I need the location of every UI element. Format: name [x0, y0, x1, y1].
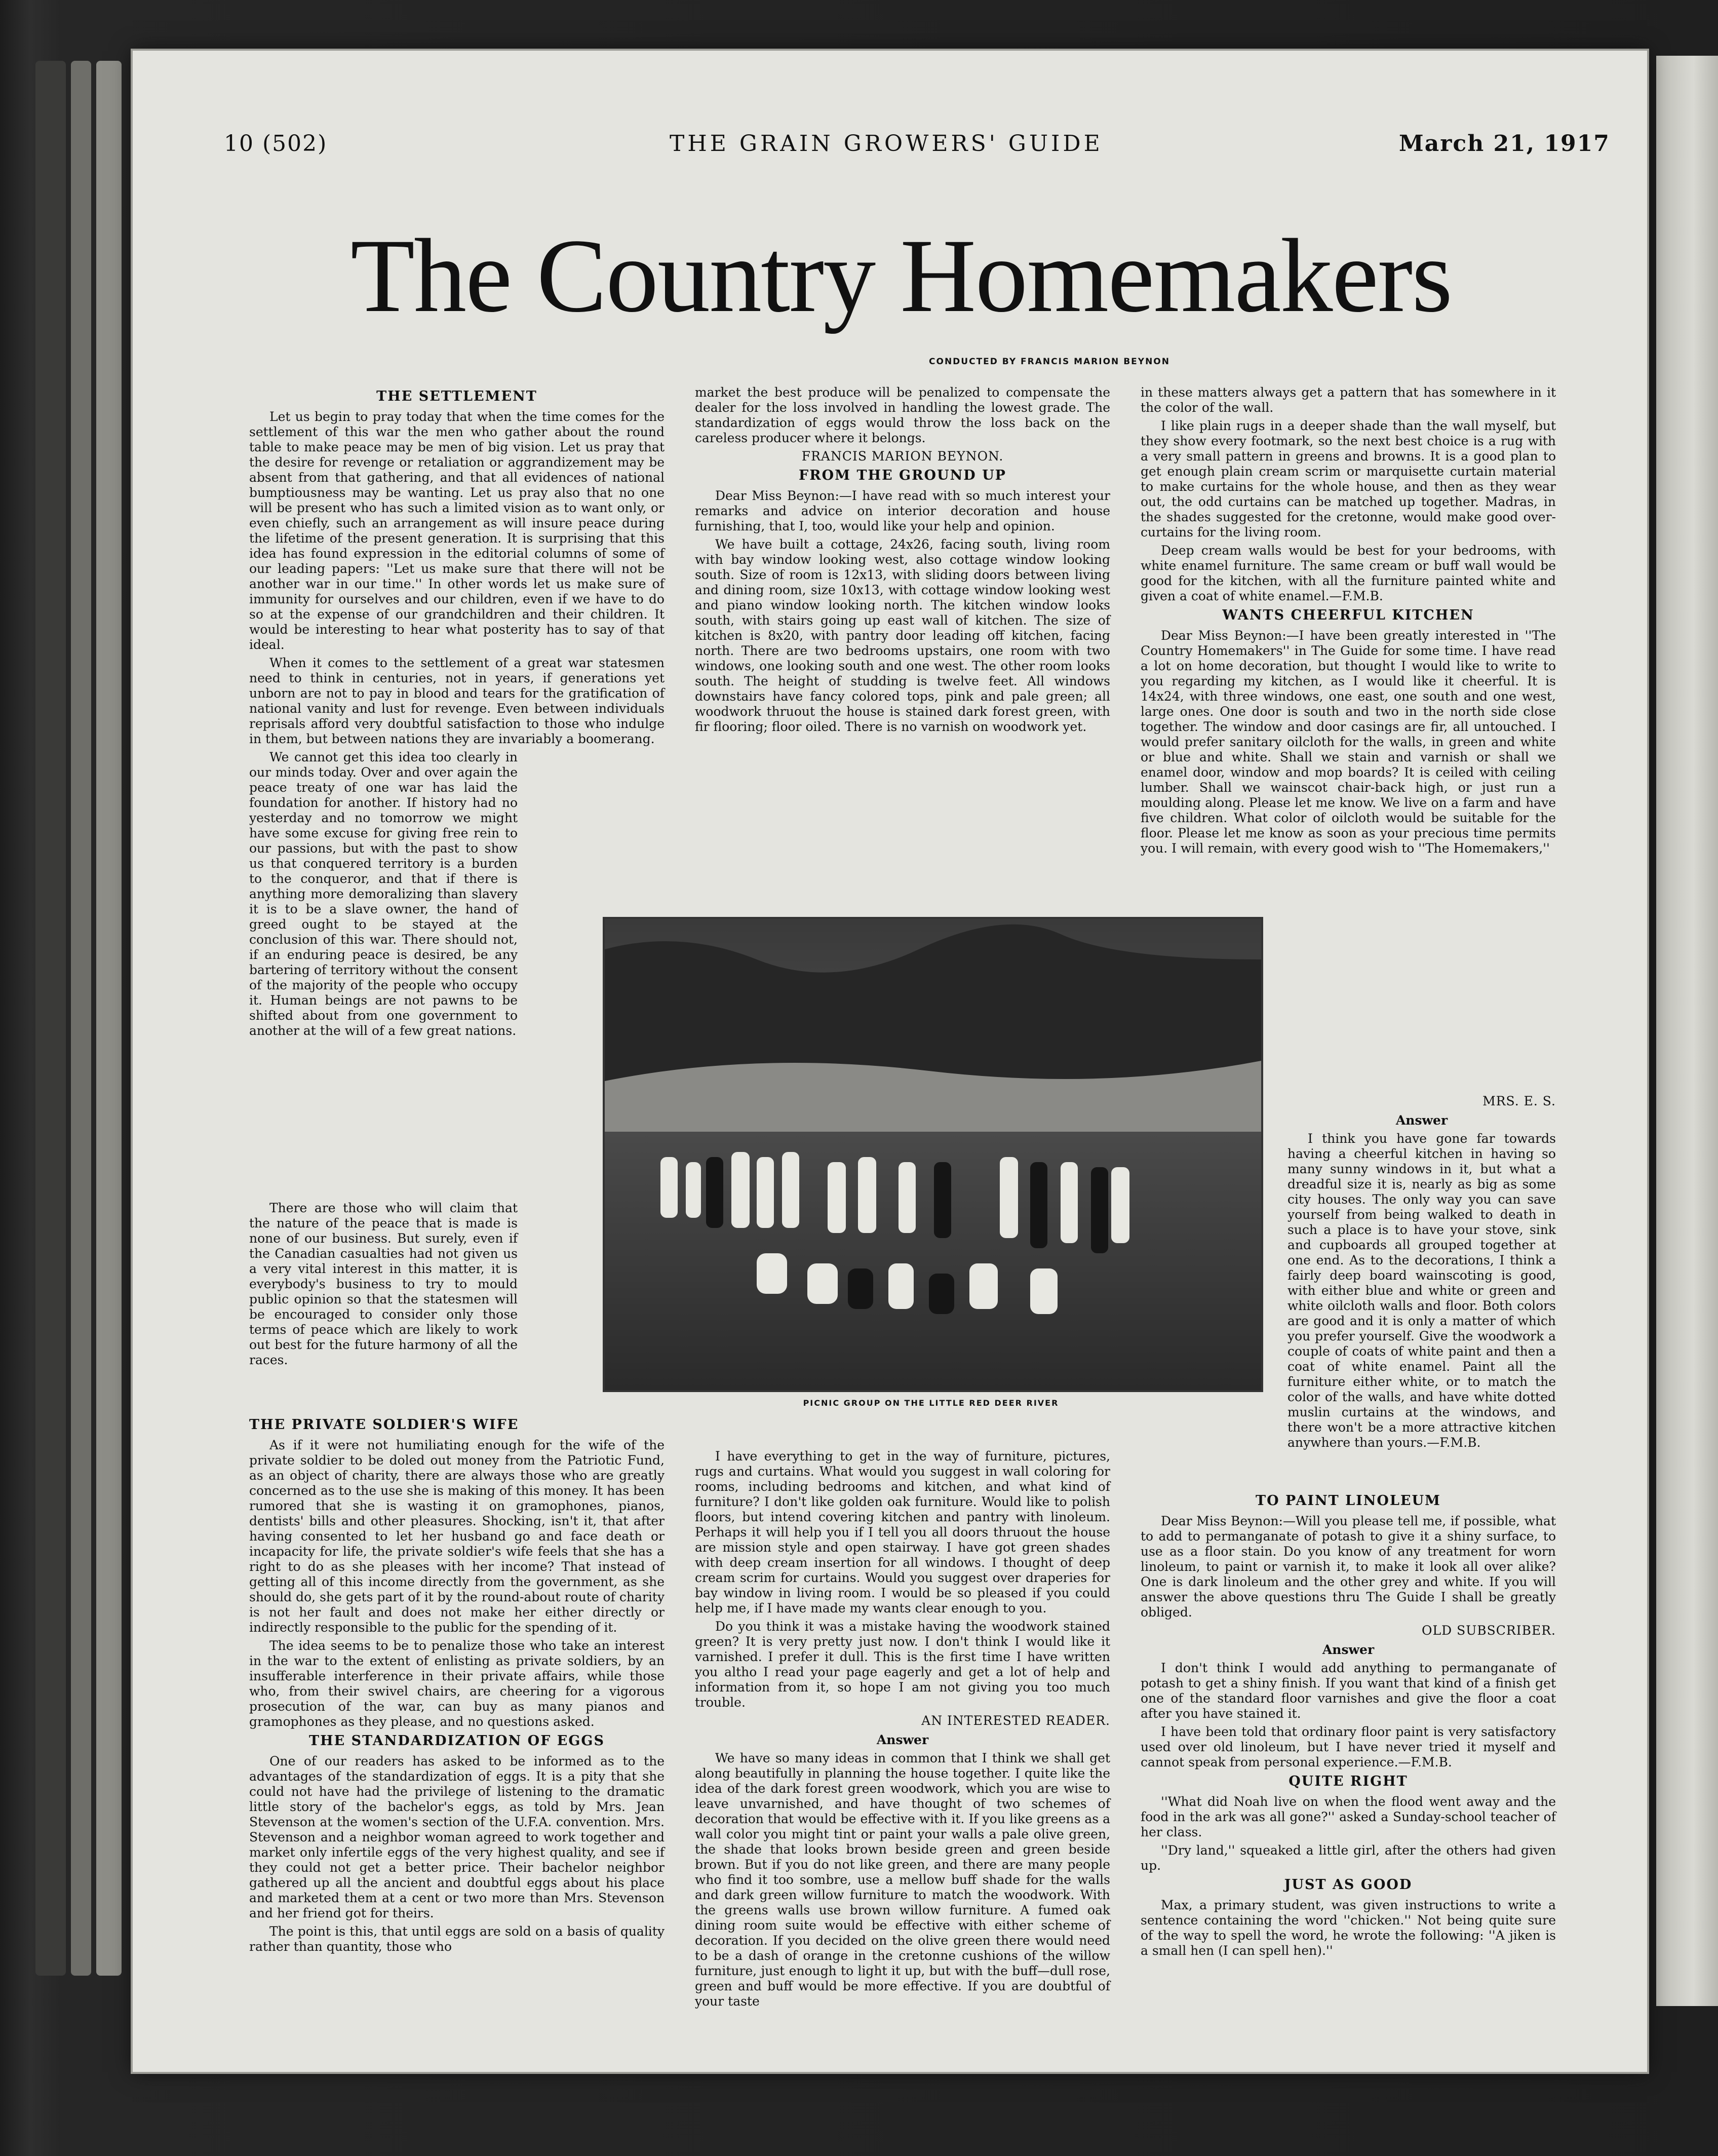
- paragraph: The idea seems to be to penalize those who take an interest in the war to the extent of enlisting as private soldiers, by an insufferable interference in their private affairs, while those who, from their swivel chairs, are cheering for a vigorous prosecution of the war, can buy as many pianos and gramophones as they please, and no questions asked.: [249, 1638, 665, 1729]
- paragraph: Max, a primary student, was given instructions to write a sentence containing the word ''chicken.'' Not being quite sure of the way to spell the word, he wrote the following: ''A jiken is a small hen (I can spell hen).'': [1141, 1898, 1556, 1958]
- paragraph: As if it were not humiliating enough for the wife of the private soldier to be doled out money from the Patriotic Fund, as an object of charity, there are always those who are greatly concerned as to the use she is making of this money. It has been rumored that she is wasting it on gramophones, pianos, dentists' bills and other pleasures. Shocking, isn't it, that after having consented to let her husband go and face death or incapacity for life, the private soldier's wife feels that she has a right to do as she pleases with her income? That instead of getting all of this income directly from the government, as she should do, she gets part of it by the round-about route of charity is not her fault and does not make her either directly or indirectly responsible to the public for the spending of it.: [249, 1438, 665, 1635]
- page-number: 10 (502): [224, 131, 328, 157]
- paragraph: Do you think it was a mistake having the woodwork stained green? It is very pretty just now. I don't think I would like it varnished. I prefer it dull. This is the first time I have written you altho I read your page eagerly and get a lot of help and information from it, so hope I am not giving you too much trouble.: [695, 1619, 1110, 1710]
- binding-strip: [96, 61, 122, 1976]
- article-ground-up: [695, 385, 1110, 738]
- next-page-edge: [1656, 56, 1718, 2006]
- picnic-photo: [603, 917, 1263, 1392]
- paragraph: There are those who will claim that the nature of the peace that is made is none of our business. But surely, even if the Canadian casualties had not given us a very vital interest in this matter, it is everybody's business to try to mould public opinion so that the statesmen will be encouraged to consider only those terms of peace which are likely to work out best for the future harmony of all the races.: [249, 1201, 518, 1367]
- article-linoleum: [1141, 1489, 1556, 1961]
- photo-image: [605, 919, 1261, 1390]
- paragraph: We have so many ideas in common that I think we shall get along beautifully in planning the house together. I quite like the idea of the dark forest green woodwork, which you are wise to leave unvarnished, and have thought of two schemes of decoration that would be effective with it. If you like greens as a wall color you might tint or paint your walls a pale olive green, the shade that looks brown beside green and green beside brown. But if you do not like green, and there are many people who find it too sombre, use a mellow buff shade for the walls and dark green willow furniture to match the woodwork. With the greens walls use brown willow furniture. A fumed oak dining room suite would be effective with either scheme of decoration. If you decided on the olive green there would need to be a dash of orange in the cretonne cushions of the willow furniture, just enough to light it up, but with the buff—dull rose, green and buff would be more effective. If you are doubtful of your taste: [695, 1751, 1110, 2009]
- paragraph: We cannot get this idea too clearly in our minds today. Over and over again the peace treaty of one war has laid the foundation for another. If history had no yesterday and no tomorrow we might have some excuse for giving free rein to our passions, but with the past to show us that conquered territory is a burden to the conqueror, and that if there is anything more demoralizing than slavery it is to be a slave owner, the hand of greed ought to be stayed at the conclusion of this war. There should not, if an enduring peace is desired, be any bartering of territory without the consent of the majority of the people who occupy it. Human beings are not pawns to be shifted about from one government to another at the will of a few great nations.: [249, 750, 518, 1038]
- answer-label: Answer: [1322, 1642, 1375, 1657]
- heading: THE STANDARDIZATION OF EGGS: [309, 1733, 605, 1749]
- signature: MRS. E. S.: [1482, 1094, 1556, 1108]
- section-title: The Country Homemakers: [350, 217, 1452, 334]
- heading: THE SETTLEMENT: [376, 389, 537, 404]
- article-ground-up-cont: [695, 1449, 1110, 2012]
- paragraph: Dear Miss Beynon:—Will you please tell me, if possible, what to add to permanganate of potash to give it a shiny surface, to use as a floor stain. Do you know of any treatment for worn linoleum, to paint or varnish it, to make it look all over alike? One is dark linoleum and the other grey and white. If you will answer the above questions thru The Guide I shall be greatly obliged.: [1141, 1514, 1556, 1620]
- signature: AN INTERESTED READER.: [921, 1713, 1110, 1728]
- heading: TO PAINT LINOLEUM: [1256, 1493, 1441, 1509]
- paragraph: I like plain rugs in a deeper shade than the wall myself, but they show every footmark, so the next best choice is a rug with a very small pattern in greens and browns. It is a good plan to get enough plain cream scrim or marquisette curtain material to make curtains for the whole house, and then as they wear out, the odd curtains can be matched up together. Madras, in the shades suggested for the cretonne, would make good over-curtains for the living room.: [1141, 418, 1556, 540]
- heading: JUST AS GOOD: [1284, 1877, 1413, 1893]
- publication-name: THE GRAIN GROWERS' GUIDE: [670, 131, 1103, 157]
- binding-strip: [71, 61, 91, 1976]
- paragraph: I have everything to get in the way of furniture, pictures, rugs and curtains. What would you suggest in wall coloring for rooms, including bedrooms and kitchen, and what kind of furniture? I don't like golden oak furniture. Would like to polish floors, but intend covering kitchen and pantry with linoleum. Perhaps it will help you if I tell you all doors thruout the house are mission style and open stairway. I have got green shades with deep cream insertion for all windows. I thought of deep cream scrim for curtains. Would you suggest over draperies for bay window in living room. I would be so pleased if you could help me, if I have made my wants clear enough to you.: [695, 1449, 1110, 1615]
- heading: FROM THE GROUND UP: [799, 468, 1006, 483]
- paragraph: ''What did Noah live on when the flood went away and the food in the ark was all gone?'' asked a Sunday-school teacher of her class.: [1141, 1794, 1556, 1839]
- byline: CONDUCTED BY FRANCIS MARION BEYNON: [929, 357, 1170, 367]
- article-settlement-cont: [249, 1201, 518, 1371]
- paragraph: market the best produce will be penalized to compensate the dealer for the loss involved in handling the lowest grade. The standardization of eggs would throw the loss back on the careless producer where it belongs.: [695, 385, 1110, 445]
- paragraph: When it comes to the settlement of a great war statesmen need to think in centuries, not in years, if generations yet unborn are not to pay in blood and tears for the gratification of national vanity and lust for revenge. Even between individuals reprisals afford very doubtful satisfaction to those who indulge in them, but between nations they are invariably a boomerang.: [249, 656, 665, 746]
- signature: OLD SUBSCRIBER.: [1422, 1623, 1556, 1638]
- article-kitchen-answer: [1287, 1092, 1556, 1453]
- photo-caption: PICNIC GROUP ON THE LITTLE RED DEER RIVER: [803, 1398, 1059, 1408]
- signature: FRANCIS MARION BEYNON.: [801, 449, 1004, 464]
- answer-label: Answer: [1395, 1113, 1448, 1128]
- newspaper-page: [133, 51, 1647, 2072]
- paragraph: Deep cream walls would be best for your bedrooms, with white enamel furniture. The same cream or buff wall would be good for the kitchen, with all the furniture painted white and given a coat of white enamel.—F.M.B.: [1141, 543, 1556, 603]
- paragraph: in these matters always get a pattern that has somewhere in it the color of the wall.: [1141, 385, 1556, 415]
- paragraph: One of our readers has asked to be informed as to the advantages of the standardization of eggs. It is a pity that she could not have had the privilege of listening to the dramatic little story of the bachelor's eggs, as told by Mrs. Jean Stevenson at the women's section of the U.F.A. convention. Mrs. Stevenson and a neighbor woman agreed to work together and market only infertile eggs of the very highest quality, and see if they could not get a better price. Their bachelor neighbor gathered up all the ancient and doubtful eggs about his place and marketed them at a cent or two more than Mrs. Stevenson and her friend got for theirs.: [249, 1754, 665, 1920]
- heading: THE PRIVATE SOLDIER'S WIFE: [249, 1417, 519, 1433]
- paragraph: We have built a cottage, 24x26, facing south, living room with bay window looking west, also cottage window looking south. Size of room is 12x13, with sliding doors between living and dining room, size 10x13, with cottage window looking west and piano window looking north. The kitchen window looks south, with stairs going up east wall of kitchen. The size of kitchen is 8x20, with pantry door leading off kitchen, facing north. There are two bedrooms upstairs, one room with two windows, one looking south and one west. The other room looks south. The height of studding is twelve feet. All windows downstairs have fancy colored tops, pink and pale green; all woodwork thruout the house is stained dark forest green, with fir flooring; floor oiled. There is no varnish on woodwork yet.: [695, 537, 1110, 734]
- paragraph: Dear Miss Beynon:—I have been greatly interested in ''The Country Homemakers'' in The Guide for some time. I have read a lot on home decoration, but thought I would like to write to you regarding my kitchen, as I would like it cheerful. It is 14x24, with three windows, one east, one south and one west, large ones. One door is south and two in the north side close together. The window and door casings are fir, all untouched. I would prefer sanitary oilcloth for the walls, in green and white or blue and white. Shall we stain and varnish or shall we enamel door, window and mop boards? It is ceiled with ceiling lumber. Shall we wainscot chair-back high, or just run a moulding along. Please let me know. We live on a farm and have five children. What color of oilcloth would be suitable for the floor. Please let me know as soon as your precious time permits you. I will remain, with every good wish to ''The Homemakers,'': [1141, 628, 1556, 856]
- issue-date: March 21, 1917: [1399, 131, 1610, 157]
- paragraph: Dear Miss Beynon:—I have read with so much interest your remarks and advice on interior decoration and house furnishing, that I, too, would like your help and opinion.: [695, 488, 1110, 533]
- article-private-soldier: [249, 1413, 665, 1957]
- paragraph: I think you have gone far towards having a cheerful kitchen in having so many sunny windows in it, but what a dreadful size it is, nearly as big as some city houses. The only way you can save yourself from being walked to death in such a place is to have your stove, sink and cupboards all grouped together at one end. As to the decorations, I think a fairly deep board wainscoting is good, with either blue and white or green and white oilcloth walls and floor. Both colors are good and it is only a matter of which you prefer yourself. Give the woodwork a couple of coats of white paint and then a coat of white enamel. Paint all the furniture either white, or to match the color of the walls, and have white dotted muslin curtains at the windows, and there won't be a more attractive kitchen anywhere than yours.—F.M.B.: [1287, 1131, 1556, 1450]
- paragraph: I don't think I would add anything to permanganate of potash to get a shiny finish. If you want that kind of a finish get one of the standard floor varnishes and give the floor a coat after you have stained it.: [1141, 1661, 1556, 1721]
- heading: WANTS CHEERFUL KITCHEN: [1222, 607, 1474, 623]
- article-col3: [1141, 385, 1556, 859]
- heading: QUITE RIGHT: [1288, 1774, 1408, 1789]
- paragraph: I have been told that ordinary floor paint is very satisfactory used over old linoleum, but I have never tried it myself and cannot speak from personal experience.—F.M.B.: [1141, 1724, 1556, 1769]
- paragraph: Let us begin to pray today that when the time comes for the settlement of this war the men who gather about the round table to make peace may be men of big vision. Let us pray that the desire for revenge or retaliation or aggrandizement may be absent from that gathering, and that all evidences of national bumptiousness may be wanting. Let us pray also that no one will be present who has such a limited vision as to want only, or even chiefly, such an arrangement as will insure peace during the lifetime of the present generation. It is surprising that this idea has found expression in the editorial columns of some of our leading papers: ''Let us make sure that there will not be another war in our time.'' In other words let us make sure of immunity for ourselves and our children, even if we have to do so at the expense of our grandchildren and their children. It would be interesting to hear what posterity has to say of that ideal.: [249, 409, 665, 652]
- paragraph: ''Dry land,'' squeaked a little girl, after the others had given up.: [1141, 1843, 1556, 1873]
- article-settlement: [249, 385, 665, 1042]
- binding-strip: [35, 61, 66, 1976]
- paragraph: The point is this, that until eggs are sold on a basis of quality rather than quantity, those who: [249, 1924, 665, 1954]
- answer-label: Answer: [876, 1732, 929, 1747]
